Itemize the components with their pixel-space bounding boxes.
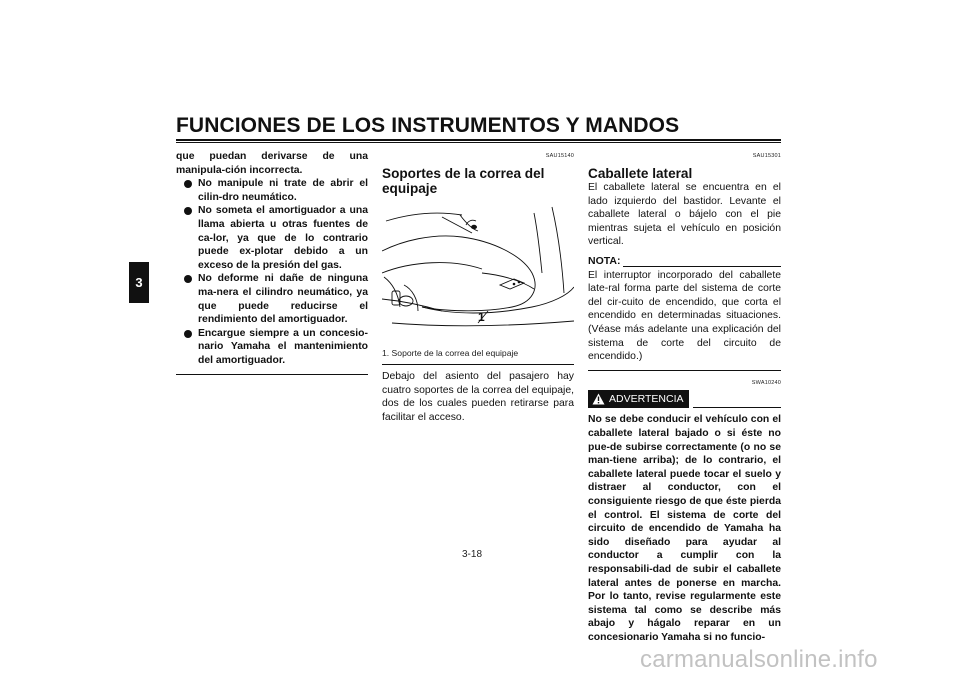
bullet-item	[176, 204, 368, 272]
warning-triangle-icon	[592, 393, 605, 405]
column-right	[588, 150, 781, 645]
bullet-dot-icon	[184, 207, 192, 215]
warning-end-rule	[176, 374, 368, 375]
bullet-text: Encargue siempre a un concesio-nario Yamaha el mantenimiento del amortiguador.	[198, 327, 368, 366]
warning-rule	[693, 407, 782, 408]
chapter-tab	[129, 262, 149, 303]
caption-rule	[382, 364, 574, 365]
bullet-item	[176, 177, 368, 204]
column-left	[176, 150, 368, 375]
bullet-text: No deforme ni dañe de ninguna ma-nera el cilindro neumático, ya que puede reducirse el rendimiento del amortiguador.	[198, 273, 368, 326]
watermark: carmanualsonline.info	[640, 646, 878, 673]
warning-badge	[588, 390, 689, 408]
bullet-dot-icon	[184, 330, 192, 338]
warning-continuation: que puedan derivarse de una manipula-ción incorrecta.	[176, 151, 368, 176]
bullet-text: No someta el amortiguador a una llama abierta u otras fuentes de ca-lor, ya que de lo contrario puede ex-plotar debido a un exceso de la presión del gas.	[198, 205, 368, 271]
section-code: SAU15140	[545, 153, 574, 159]
page-title: FUNCIONES DE LOS INSTRUMENTOS Y MANDOS	[176, 114, 680, 137]
bullet-item	[176, 272, 368, 326]
note-heading	[588, 255, 781, 269]
warning-label: ADVERTENCIA	[609, 392, 684, 405]
page-number: 3-18	[462, 549, 483, 560]
section-title: Soportes de la correa del equipaje	[382, 165, 545, 197]
header-rule-thin	[176, 142, 781, 143]
note-rule	[623, 266, 781, 267]
warning-heading	[588, 390, 781, 408]
section-body: El caballete lateral se encuentra en el lado izquierdo del bastidor. Levante el caballete lateral o bájelo con el pie mientras sujeta el vehículo en posición vertical.	[588, 182, 781, 248]
figure-caption: 1. Soporte de la correa del equipaje	[382, 347, 519, 358]
bullet-text: No manipule ni trate de abrir el cilin-dro neumático.	[198, 178, 368, 203]
warning-bullet-list	[176, 177, 368, 367]
figure-callout-number: 1	[478, 309, 485, 324]
bullet-dot-icon	[184, 275, 192, 283]
bullet-dot-icon	[184, 180, 192, 188]
bullet-item	[176, 327, 368, 368]
column-middle	[382, 150, 574, 425]
note-label: NOTA:	[588, 255, 621, 268]
warning-code: SWA10240	[751, 379, 781, 386]
note-end-rule	[588, 370, 781, 371]
section-body: Debajo del asiento del pasajero hay cuatro soportes de la correa del equipaje, dos de los cuales pueden retirarse para facilitar el acceso.	[382, 371, 574, 423]
luggage-strap-figure	[382, 203, 574, 343]
header-rule	[176, 139, 781, 141]
chapter-number: 3	[135, 275, 143, 290]
section-code: SAU15301	[752, 153, 781, 159]
note-text: El interruptor incorporado del caballete late-ral forma parte del sistema de corte del cir-cuito de encendido, que corta el encendido en determinadas situaciones. (Véase más adelante una explicación del sistema de corte del circuito de encendido.)	[588, 269, 781, 363]
warning-text: No se debe conducir el vehículo con el caballete lateral bajado o si éste no pue-de subirse correctamente (o no se man-tiene arriba); de lo contrario, el caballete lateral puede tocar el suelo y distraer al conductor, con el consiguiente riesgo de que éste pierda el control. El sistema de corte del circuito de encendido de Yamaha ha sido diseñado para ayudar al conductor a cumplir con la responsabili-dad de subir el caballete lateral antes de ponerse en marcha. Por lo tanto, revise regularmente este sistema tal como se describe más abajo y hágalo reparar en un concesionario Yamaha si no funcio-	[588, 414, 781, 643]
section-title: Caballete lateral	[588, 165, 693, 181]
